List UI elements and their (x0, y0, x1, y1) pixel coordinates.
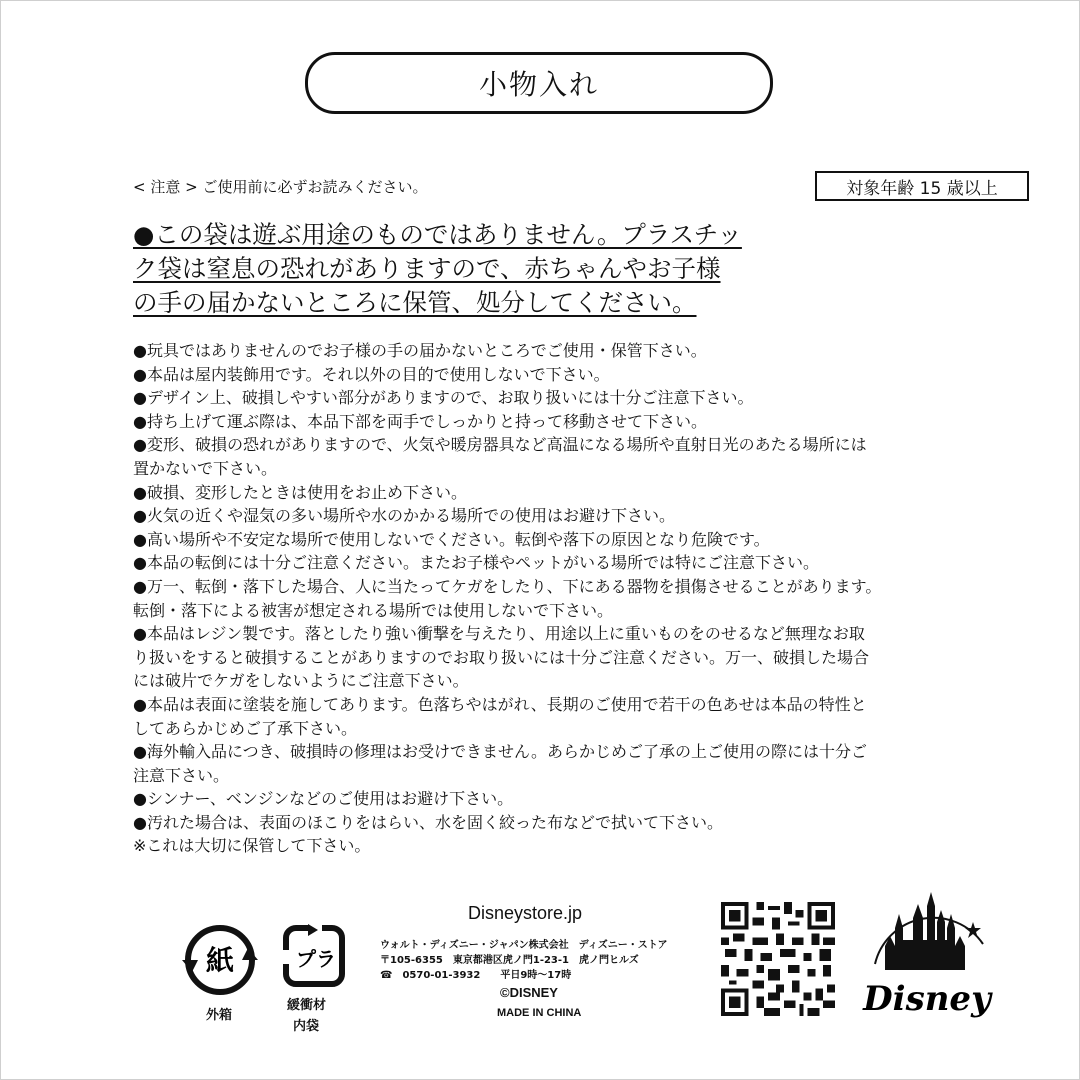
note-line: 置かないで下さい。 (133, 458, 278, 478)
store-site: Disneystore.jp (468, 903, 583, 923)
company-phone: ☎ 0570-01-3932 平日9時～17時 (380, 970, 572, 981)
note-line: ●本品は表面に塗装を施してあります。色落ちやはがれ、長期のご使用で若干の色あせは本品の特性と (133, 694, 867, 714)
note-line: してあらかじめご了承下さい。 (133, 718, 358, 738)
note-line: ●海外輸入品につき、破損時の修理はお受けできません。あらかじめご了承の上ご使用の際には十分ご (133, 742, 867, 762)
note-line: ●変形、破損の恐れがありますので、火気や暖房器具など高温になる場所や直射日光のあたる場所には (133, 435, 867, 455)
made-in: MADE IN CHINA (497, 1007, 582, 1019)
warning-line: ●この袋は遊ぶ用途のものではありません。プラスチッ (133, 220, 742, 249)
age-badge: 対象年齢 15 歳以上 (815, 171, 1029, 201)
company-address: 〒105-6355 東京都港区虎ノ門1-23-1 虎ノ門ヒルズ (380, 955, 639, 966)
note-line: ●汚れた場合は、表面のほこりをはらい、水を固く絞った布などで拭いて下さい。 (133, 812, 723, 832)
note-line: ●高い場所や不安定な場所で使用しないでください。転倒や落下の原因となり危険です。 (133, 529, 770, 549)
note-line: ※これは大切に保管して下さい。 (133, 836, 371, 856)
copyright: ©DISNEY (500, 985, 558, 1000)
note-line: ●万一、転倒・落下した場合、人に当たってケガをしたり、下にある器物を損傷させることがあります。 (133, 576, 882, 596)
plastic-label-1: 緩衝材 (287, 998, 327, 1013)
note-line: ●デザイン上、破損しやすい部分がありますので、お取り扱いには十分ご注意下さい。 (133, 388, 754, 408)
paper-label: 外箱 (206, 1008, 233, 1023)
note-line: 転倒・落下による被害が想定される場所では使用しないで下さい。 (133, 600, 614, 620)
note-line: には破片でケガをしないようにご注意下さい。 (133, 671, 469, 691)
note-line: ●本品はレジン製です。落としたり強い衝撃を与えたり、用途以上に重いものをのせるなど無理なお取 (133, 624, 865, 644)
page-title: 小物入れ (305, 52, 773, 114)
note-line: ●玩具ではありませんのでお子様の手の届かないところでご使用・保管下さい。 (133, 341, 707, 360)
paper-recycle-icon (180, 920, 260, 1000)
note-line: ●破損、変形したときは使用をお止め下さい。 (133, 482, 467, 502)
note-line: ●シンナー、ベンジンなどのご使用はお避け下さい。 (133, 789, 514, 809)
disney-castle-logo-icon (853, 892, 1003, 1022)
company-name: ウォルト・ディズニー・ジャパン株式会社 ディズニー・ストア (380, 940, 668, 951)
brand-wordmark: Disney (863, 979, 991, 1019)
plastic-recycle-icon (278, 920, 350, 992)
note-line: ●持ち上げて運ぶ際は、本品下部を両手でしっかりと持って移動させて下さい。 (133, 411, 707, 431)
note-line: り扱いをすると破損することがありますのでお取り扱いには十分ご注意ください。万一、破損した場合 (133, 647, 870, 667)
paper-mark: 紙 (205, 944, 235, 977)
caution-header: < 注意 > ご使用前に必ずお読みください。 (133, 178, 428, 196)
caution-notes (133, 339, 983, 858)
note-line: ●火気の近くや湿気の多い場所や水のかかる場所での使用はお避け下さい。 (133, 506, 675, 526)
note-line: ●本品の転倒には十分ご注意ください。またお子様やペットがいる場所では特にご注意下さい。 (133, 553, 819, 573)
warning-line: ク袋は窒息の恐れがありますので、赤ちゃんやお子様 (133, 254, 721, 283)
note-line: 注意下さい。 (133, 765, 230, 785)
company-info (380, 938, 668, 983)
note-line: ●本品は屋内装飾用です。それ以外の目的で使用しないで下さい。 (133, 364, 610, 384)
qr-code-icon (721, 902, 835, 1016)
plastic-label-2: 内袋 (293, 1019, 320, 1034)
warning-line: の手の届かないところに保管、処分してください。 (133, 288, 697, 317)
bag-warning (133, 218, 853, 320)
plastic-mark: プラ (296, 947, 336, 971)
